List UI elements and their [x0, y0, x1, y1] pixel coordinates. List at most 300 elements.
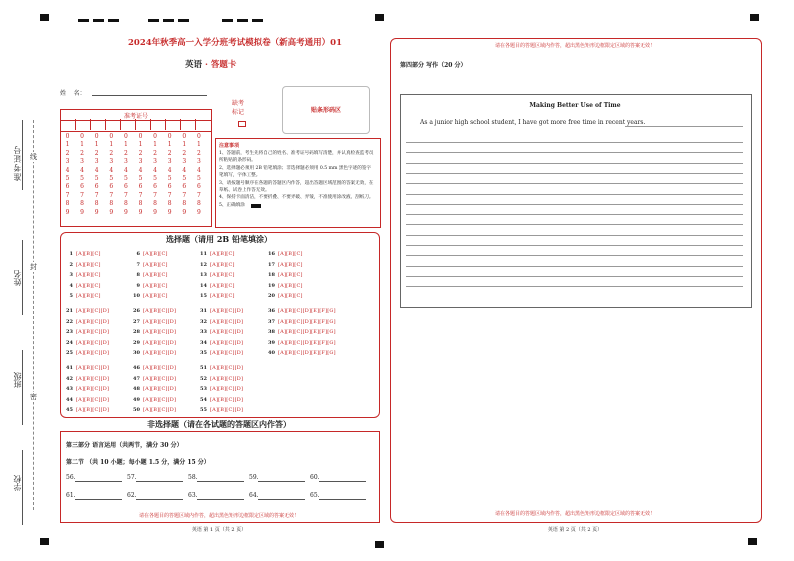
choice-question-row [64, 282, 101, 290]
question-number: 50 [133, 407, 140, 413]
id-digit-bubble[interactable]: 3 [80, 158, 84, 166]
id-digit-bubble[interactable]: 0 [109, 133, 114, 140]
barcode-label: 贴条形码区 [310, 107, 341, 114]
writing-line[interactable] [406, 152, 743, 153]
choice-question-row [198, 282, 235, 290]
writing-line[interactable] [406, 224, 743, 225]
id-digit-bubble[interactable]: 7 [196, 191, 201, 199]
answer-bubbles[interactable]: [A][B][C][D] [210, 329, 244, 335]
choice-question-row [198, 339, 243, 347]
question-number: 33 [200, 329, 207, 335]
choice-question-row [64, 375, 109, 383]
choice-question-row [131, 339, 176, 347]
id-digit-bubble[interactable]: 5 [167, 174, 172, 182]
answer-bubbles[interactable]: [A][B][C] [278, 261, 303, 268]
id-digit-bubble[interactable]: 4 [80, 166, 84, 174]
subject-label: 英语 [185, 60, 203, 70]
answer-bubbles[interactable]: [A][B][C][D] [210, 375, 244, 382]
id-digit-bubble[interactable]: 1 [94, 141, 99, 149]
note-item: 2、选择题必须用 2B 铅笔填涂；非选择题必须用 0.5 mm 黑色字迹的签字笔填写，字体工整。 [219, 165, 371, 179]
choice-question-row [64, 364, 109, 372]
side-label-school: 学校 [13, 475, 22, 491]
answer-area-warning: 请在各题目的答题区域内作答，超出黑色矩形边框限定区域的答案无效！ [138, 513, 299, 519]
answer-bubbles[interactable]: [A][B][C][D] [76, 318, 110, 325]
answer-bubbles[interactable]: [A][B][C][D] [143, 386, 177, 392]
choice-question-row [198, 328, 243, 336]
id-digit-bubble[interactable]: 3 [167, 158, 172, 166]
choice-question-row [131, 250, 168, 258]
answer-bubbles[interactable]: [A][B][C] [278, 293, 303, 299]
id-digit-bubble[interactable]: 2 [80, 149, 84, 157]
id-digit-bubble[interactable]: 7 [109, 191, 114, 199]
answer-bubbles[interactable]: [A][B][C][D][E][F][G] [278, 350, 336, 356]
id-digit-bubble[interactable]: 9 [138, 208, 143, 216]
id-digit-bubble[interactable]: 0 [65, 133, 70, 140]
id-digit-bubble[interactable]: 5 [182, 174, 187, 182]
reg-mark [93, 19, 104, 22]
answer-bubbles[interactable]: [A][B][C] [210, 293, 235, 299]
choice-question-row [64, 349, 109, 357]
answer-bubbles[interactable]: [A][B][C] [210, 261, 235, 268]
answer-bubbles[interactable]: [A][B][C][D][E][F][G] [278, 318, 336, 325]
id-digit-bubble[interactable]: 5 [123, 174, 128, 182]
writing-line[interactable] [406, 204, 743, 205]
page-footer-2: 英语 第 2 页（共 2 页） [547, 527, 603, 533]
id-digit-bubble[interactable]: 3 [65, 158, 70, 166]
id-digit-bubble[interactable]: 0 [123, 133, 128, 140]
id-digit-bubble[interactable]: 3 [94, 158, 99, 166]
id-digit-bubble[interactable]: 2 [153, 149, 157, 157]
choice-question-row [266, 250, 303, 258]
answer-bubbles[interactable]: [A][B][C][D] [76, 329, 110, 335]
id-digit-bubble[interactable]: 6 [182, 183, 187, 191]
id-digit-bubble[interactable]: 9 [196, 208, 201, 216]
id-digit-bubble[interactable]: 1 [138, 141, 143, 149]
cut-label: 封 [30, 263, 37, 271]
reg-mark [78, 19, 89, 22]
choice-question-row [198, 318, 243, 326]
id-digit-bubble[interactable]: 9 [80, 208, 84, 216]
answer-bubbles[interactable]: [A][B][C] [278, 272, 303, 278]
id-digit-bubble[interactable]: 2 [109, 149, 114, 157]
id-digit-bubble[interactable]: 1 [196, 141, 201, 149]
id-digit-bubble[interactable]: 1 [182, 141, 187, 149]
id-digit-bubble[interactable]: 9 [94, 208, 99, 216]
id-digit-bubble[interactable]: 7 [138, 191, 143, 199]
section2-heading: 第二节 （共 10 小题；每小题 1.5 分，满分 15 分） [66, 459, 210, 466]
id-digit-bubble[interactable]: 7 [153, 191, 157, 199]
answer-bubbles[interactable]: [A][B][C][D] [210, 396, 244, 403]
question-number: 48 [133, 386, 140, 392]
question-number: 54 [200, 396, 207, 403]
answer-area-warning-top: 请在各题目的答题区域内作答，超出黑色矩形边框限定区域的答案无效！ [494, 43, 655, 49]
side-line [22, 450, 23, 525]
question-number: 30 [133, 350, 140, 356]
answer-bubbles[interactable]: [A][B][C][D] [143, 365, 177, 371]
answer-bubbles[interactable]: [A][B][C][D] [143, 350, 177, 356]
answer-bubbles[interactable]: [A][B][C][D] [76, 407, 110, 413]
choice-question-row [266, 339, 336, 347]
answer-bubbles[interactable]: [A][B][C] [278, 282, 303, 289]
answer-bubbles[interactable]: [A][B][C][D] [76, 350, 110, 356]
id-digit-bubble[interactable]: 0 [153, 133, 157, 140]
choice-question-row [198, 375, 243, 383]
answer-bubbles[interactable]: [A][B][C][D] [143, 407, 177, 413]
exam-title: 2024年秋季高一入学分班考试模拟卷（新高考通用）01 [128, 38, 342, 48]
choice-question-row [64, 250, 101, 258]
id-digit-bubble[interactable]: 4 [65, 166, 70, 174]
id-digit-column [193, 133, 204, 217]
choice-question-row [266, 307, 336, 315]
answer-bubbles[interactable]: [A][B][C][D] [143, 329, 177, 335]
answer-bubbles[interactable]: [A][B][C][D] [210, 339, 244, 346]
answer-bubbles[interactable]: [A][B][C][D][E][F][G] [278, 308, 336, 314]
question-number: 23 [66, 329, 73, 335]
answer-bubbles[interactable]: [A][B][C][D] [210, 386, 244, 392]
question-number: 15 [200, 293, 207, 299]
answer-bubbles[interactable]: [A][B][C][D] [210, 350, 244, 356]
side-label-class: 班级 [13, 372, 22, 388]
id-digit-bubble[interactable]: 1 [167, 141, 172, 149]
writing-line[interactable] [406, 235, 743, 236]
id-digit-bubble[interactable]: 8 [196, 200, 201, 208]
id-digit-bubble[interactable]: 7 [182, 191, 187, 199]
answer-bubbles[interactable]: [A][B][C] [278, 251, 303, 257]
id-digit-bubble[interactable]: 5 [80, 174, 84, 182]
choice-question-row [64, 396, 109, 404]
writing-line[interactable] [406, 194, 743, 195]
choice-question-row [131, 307, 176, 315]
answer-bubbles[interactable]: [A][B][C] [210, 282, 235, 289]
choice-question-row [198, 307, 243, 315]
reg-mark [40, 14, 49, 21]
choice-question-row [64, 406, 109, 414]
choice-question-row [198, 396, 243, 404]
choice-question-row [198, 406, 243, 414]
answer-bubbles[interactable]: [A][B][C] [143, 272, 168, 278]
id-digit-bubble[interactable]: 1 [109, 141, 114, 149]
id-digit-bubble[interactable]: 6 [196, 183, 201, 191]
blank-answer-line[interactable] [258, 481, 305, 482]
id-digit-column [150, 133, 161, 217]
writing-line[interactable] [406, 245, 743, 246]
answer-bubbles[interactable]: [A][B][C][D] [143, 308, 177, 314]
answer-bubbles[interactable]: [A][B][C] [76, 272, 101, 278]
blank-number: 63. [188, 492, 198, 499]
answer-bubbles[interactable]: [A][B][C][D] [210, 365, 244, 371]
writing-line[interactable] [406, 286, 743, 287]
choice-title: 选择题（请用 2B 铅笔填涂） [166, 234, 272, 244]
answer-bubbles[interactable]: [A][B][C][D] [210, 308, 244, 314]
blank-number: 65. [310, 492, 320, 499]
id-digit-column [135, 133, 146, 217]
id-digit-column [120, 133, 131, 217]
id-column-divider [135, 119, 136, 130]
id-digit-bubble[interactable]: 4 [167, 166, 172, 174]
reg-mark [375, 541, 384, 548]
answer-bubbles[interactable]: [A][B][C][D] [210, 318, 244, 325]
writing-line[interactable] [406, 255, 743, 256]
id-digit-bubble[interactable]: 9 [167, 208, 172, 216]
id-digit-bubble[interactable]: 2 [196, 149, 201, 157]
id-digit-bubble[interactable]: 3 [138, 158, 143, 166]
id-digit-bubble[interactable]: 2 [182, 149, 187, 157]
blank-number: 62. [127, 492, 137, 499]
id-digit-bubble[interactable]: 7 [123, 191, 128, 199]
answer-bubbles[interactable]: [A][B][C][D] [143, 318, 177, 325]
writing-line[interactable] [625, 126, 743, 127]
question-number: 49 [133, 396, 140, 403]
reg-mark [237, 19, 248, 22]
note-item: 4、保持卡面清洁，不要折叠、不要弄破、弄皱，不准使用涂改液、刮纸刀。 [219, 195, 374, 201]
blank-answer-line[interactable] [319, 481, 366, 482]
id-digit-bubble[interactable]: 8 [123, 200, 128, 208]
question-number: 14 [200, 282, 207, 289]
writing-line[interactable] [406, 163, 743, 164]
answer-bubbles[interactable]: [A][B][C] [143, 261, 168, 268]
question-number: 37 [268, 318, 275, 325]
question-number: 42 [66, 375, 73, 382]
writing-line[interactable] [406, 266, 743, 267]
answer-bubbles[interactable]: [A][B][C][D] [76, 386, 110, 392]
id-column-divider [180, 119, 181, 130]
blank-answer-line[interactable] [136, 481, 183, 482]
writing-line[interactable] [406, 276, 743, 277]
id-digit-bubble[interactable]: 1 [123, 141, 128, 149]
id-digit-bubble[interactable]: 4 [94, 166, 99, 174]
id-digit-bubble[interactable]: 2 [94, 149, 99, 157]
answer-bubbles[interactable]: [A][B][C][D] [76, 308, 110, 314]
id-digit-bubble[interactable]: 8 [182, 200, 187, 208]
barcode-area [282, 86, 370, 134]
id-digit-bubble[interactable]: 5 [138, 174, 143, 182]
choice-question-row [198, 292, 235, 300]
question-number: 27 [133, 318, 140, 325]
choice-question-row [64, 328, 109, 336]
choice-question-row [198, 349, 243, 357]
id-digit-bubble[interactable]: 4 [182, 166, 187, 174]
reg-mark [222, 19, 233, 22]
id-digit-bubble[interactable]: 8 [80, 200, 84, 208]
answer-bubbles[interactable]: [A][B][C][D] [143, 375, 177, 382]
blank-answer-line[interactable] [319, 499, 366, 500]
blank-answer-line[interactable] [75, 481, 122, 482]
answer-bubbles[interactable]: [A][B][C] [76, 282, 101, 289]
writing-line[interactable] [406, 142, 743, 143]
id-digit-bubble[interactable]: 6 [65, 183, 70, 191]
notes-list [219, 150, 375, 209]
choice-question-row [131, 349, 176, 357]
name-field[interactable] [92, 95, 207, 96]
id-digit-bubble[interactable]: 5 [65, 174, 70, 182]
id-digit-bubble[interactable]: 9 [123, 208, 128, 216]
choice-question-row [131, 271, 168, 279]
id-digit-bubble[interactable]: 2 [123, 149, 128, 157]
name-label: 姓 名： [60, 90, 86, 97]
question-number: 19 [268, 282, 275, 289]
id-digit-bubble[interactable]: 9 [153, 208, 157, 216]
blank-answer-line[interactable] [75, 499, 122, 500]
answer-bubbles[interactable]: [A][B][C][D] [76, 339, 110, 346]
question-number: 28 [133, 329, 140, 335]
id-digit-bubble[interactable]: 2 [138, 149, 143, 157]
id-digit-column [106, 133, 117, 217]
choice-question-row [64, 307, 109, 315]
id-digit-bubble[interactable]: 3 [182, 158, 187, 166]
question-number: 20 [268, 293, 275, 299]
question-number: 18 [268, 272, 275, 278]
id-digit-bubble[interactable]: 3 [109, 158, 114, 166]
question-number: 34 [200, 339, 207, 346]
choice-question-row [131, 261, 168, 269]
choice-question-row [198, 364, 243, 372]
id-digit-bubble[interactable]: 5 [94, 174, 99, 182]
part3-heading: 第三部分 语言运用（共两节，满分 30 分） [66, 442, 183, 449]
id-digit-bubble[interactable]: 9 [109, 208, 114, 216]
choice-question-row [131, 328, 176, 336]
id-digit-bubble[interactable]: 2 [167, 149, 172, 157]
blank-number: 57. [127, 474, 137, 481]
writing-line[interactable] [406, 214, 743, 215]
question-number: 16 [268, 251, 275, 257]
id-digit-bubble[interactable]: 0 [196, 133, 201, 140]
id-digit-column [164, 133, 175, 217]
question-number: 53 [200, 386, 207, 392]
blank-answer-line[interactable] [197, 481, 244, 482]
id-digit-bubble[interactable]: 4 [153, 166, 157, 174]
id-digit-bubble[interactable]: 8 [65, 200, 70, 208]
id-digit-bubble[interactable]: 7 [167, 191, 172, 199]
question-number: 10 [133, 293, 140, 299]
question-number: 25 [66, 350, 73, 356]
id-digit-bubble[interactable]: 7 [65, 191, 70, 199]
answer-bubbles[interactable]: [A][B][C] [76, 261, 101, 268]
id-digit-bubble[interactable]: 8 [109, 200, 114, 208]
question-number: 1 [69, 251, 73, 257]
id-digit-bubble[interactable]: 3 [123, 158, 128, 166]
id-digit-bubble[interactable]: 6 [80, 183, 84, 191]
id-digit-bubble[interactable]: 5 [196, 174, 201, 182]
choice-question-row [64, 385, 109, 393]
id-digit-bubble[interactable]: 4 [196, 166, 201, 174]
id-digit-bubble[interactable]: 3 [153, 158, 157, 166]
id-digit-bubble[interactable]: 6 [138, 183, 143, 191]
answer-bubbles[interactable]: [A][B][C][D][E][F][G] [278, 329, 336, 335]
id-digit-bubble[interactable]: 1 [153, 141, 157, 149]
answer-bubbles[interactable]: [A][B][C] [143, 282, 168, 289]
id-digit-bubble[interactable]: 9 [182, 208, 187, 216]
id-digit-bubble[interactable]: 1 [65, 141, 70, 149]
absent-checkbox[interactable] [238, 121, 246, 127]
side-label-name: 姓名 [13, 270, 22, 286]
id-digit-bubble[interactable]: 4 [109, 166, 114, 174]
id-digit-bubble[interactable]: 3 [196, 158, 201, 166]
id-digit-bubble[interactable]: 6 [167, 183, 172, 191]
nonchoice-title: 非选择题（请在各试题的答题区内作答） [147, 419, 291, 429]
id-digit-bubble[interactable]: 2 [65, 149, 70, 157]
id-digit-bubble[interactable]: 9 [65, 208, 70, 216]
question-number: 36 [268, 308, 275, 314]
id-digit-bubble[interactable]: 0 [182, 133, 187, 140]
answer-bubbles[interactable]: [A][B][C][D] [76, 365, 110, 371]
id-column-divider [165, 119, 166, 130]
blank-number: 64. [249, 492, 259, 499]
answer-bubbles[interactable]: [A][B][C] [210, 272, 235, 278]
reg-mark [375, 14, 384, 21]
choice-question-row [198, 385, 243, 393]
choice-question-row [266, 271, 303, 279]
blank-answer-line[interactable] [258, 499, 305, 500]
reg-mark [252, 19, 263, 22]
choice-question-row [266, 328, 336, 336]
answer-bubbles[interactable]: [A][B][C][D] [210, 407, 244, 413]
answer-bubbles[interactable]: [A][B][C][D][E][F][G] [278, 339, 336, 346]
note-item [219, 202, 375, 209]
reg-mark [148, 19, 159, 22]
id-digit-bubble[interactable]: 5 [109, 174, 114, 182]
id-digit-bubble[interactable]: 6 [123, 183, 128, 191]
answer-bubbles[interactable]: [A][B][C][D] [76, 375, 110, 382]
id-digit-bubble[interactable]: 6 [109, 183, 114, 191]
writing-line[interactable] [406, 173, 743, 174]
answer-bubbles[interactable]: [A][B][C][D] [76, 396, 110, 403]
choice-question-row [131, 375, 176, 383]
id-digit-bubble[interactable]: 0 [167, 133, 172, 140]
id-column-divider [105, 119, 106, 130]
answer-bubbles[interactable]: [A][B][C] [76, 251, 101, 257]
id-digit-bubble[interactable]: 6 [153, 183, 157, 191]
question-number: 55 [200, 407, 207, 413]
id-digit-column [179, 133, 190, 217]
note-item: 1、答题前，考生先将自己的姓名、准考证号码填写清楚，并认真检查监考员所粘贴的条形码。 [219, 151, 374, 164]
blank-answer-line[interactable] [136, 499, 183, 500]
answer-bubbles[interactable]: [A][B][C] [143, 293, 168, 299]
choice-question-row [64, 261, 101, 269]
choice-question-row [131, 406, 176, 414]
id-digit-bubble[interactable]: 1 [80, 141, 84, 149]
id-digit-bubble[interactable]: 8 [153, 200, 157, 208]
answer-bubbles[interactable]: [A][B][C] [210, 251, 235, 257]
choice-question-row [64, 271, 101, 279]
reg-mark [163, 19, 174, 22]
id-digit-bubble[interactable]: 4 [123, 166, 128, 174]
answer-bubbles[interactable]: [A][B][C] [76, 293, 101, 299]
id-digit-bubble[interactable]: 7 [94, 191, 99, 199]
id-digit-bubble[interactable]: 0 [138, 133, 143, 140]
blank-answer-line[interactable] [197, 499, 244, 500]
id-digit-bubble[interactable]: 8 [138, 200, 143, 208]
question-number: 22 [66, 318, 73, 325]
id-digit-bubble[interactable]: 0 [94, 133, 99, 140]
id-digit-bubble[interactable]: 8 [167, 200, 172, 208]
id-digit-bubble[interactable]: 7 [80, 191, 84, 199]
choice-question-row [64, 339, 109, 347]
question-number: 12 [200, 261, 207, 268]
question-number: 8 [136, 272, 140, 278]
answer-bubbles[interactable]: [A][B][C] [143, 251, 168, 257]
id-digit-bubble[interactable]: 0 [80, 133, 84, 140]
id-label: 准考证号 [123, 113, 148, 120]
cut-label: 线 [30, 153, 37, 161]
answer-bubbles[interactable]: [A][B][C][D] [143, 339, 177, 346]
writing-line[interactable] [406, 183, 743, 184]
notes-box [215, 138, 381, 228]
id-digit-bubble[interactable]: 4 [138, 166, 143, 174]
id-digit-bubble[interactable]: 8 [94, 200, 99, 208]
id-digit-bubble[interactable]: 5 [153, 174, 157, 182]
answer-bubbles[interactable]: [A][B][C][D] [143, 396, 177, 403]
id-digit-bubble[interactable]: 6 [94, 183, 99, 191]
